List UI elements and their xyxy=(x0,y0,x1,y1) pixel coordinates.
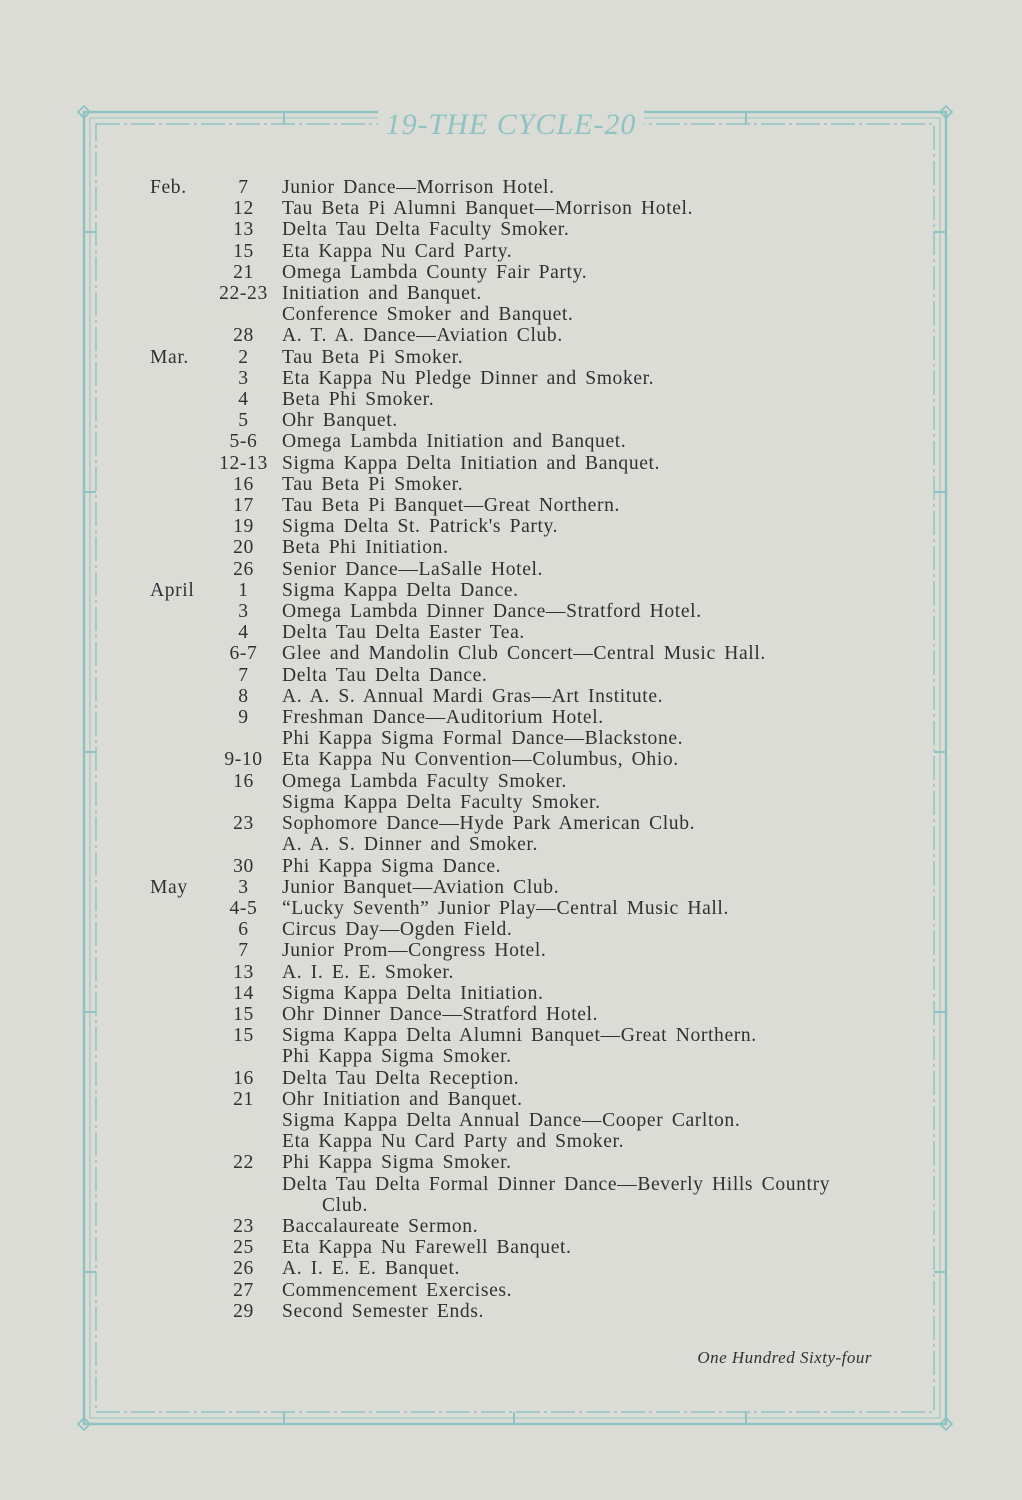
event-text: Beta Phi Smoker. xyxy=(282,389,435,411)
running-header-text: 19-THE CYCLE-20 xyxy=(378,108,645,141)
event-description xyxy=(282,1025,890,1046)
event-text: Junior Prom—Congress Hotel. xyxy=(282,940,547,962)
event-day: 1 xyxy=(238,579,249,601)
event-text: A. A. S. Annual Mardi Gras—Art Institute. xyxy=(282,685,664,707)
event-day: 3 xyxy=(238,876,249,898)
event-text: Senior Dance—LaSalle Hotel. xyxy=(282,558,544,580)
event-day: 6-7 xyxy=(229,643,258,665)
event-date xyxy=(150,877,282,898)
event-description xyxy=(282,877,890,898)
event-day: 21 xyxy=(233,261,254,283)
event-date xyxy=(150,1174,282,1216)
event-description xyxy=(282,495,890,516)
event-description xyxy=(282,771,890,792)
event-row xyxy=(150,1025,890,1046)
event-row xyxy=(150,898,890,919)
event-month: April xyxy=(150,579,195,601)
event-date xyxy=(150,749,282,770)
event-row xyxy=(150,1089,890,1110)
event-description xyxy=(282,1089,890,1110)
event-row xyxy=(150,813,890,834)
event-row xyxy=(150,198,890,219)
event-date xyxy=(150,304,282,325)
event-text: Ohr Initiation and Banquet. xyxy=(282,1088,523,1110)
event-row xyxy=(150,728,890,749)
event-date xyxy=(150,622,282,643)
event-date xyxy=(150,559,282,580)
event-row xyxy=(150,474,890,495)
event-date xyxy=(150,1068,282,1089)
event-description xyxy=(282,537,890,558)
event-text: Eta Kappa Nu Pledge Dinner and Smoker. xyxy=(282,367,655,389)
event-day: 20 xyxy=(233,537,254,559)
event-description xyxy=(282,1280,890,1301)
event-row xyxy=(150,1046,890,1067)
event-description xyxy=(282,728,890,749)
event-text: Tau Beta Pi Alumni Banquet—Morrison Hotel. xyxy=(282,198,694,220)
event-date xyxy=(150,1301,282,1322)
event-day: 17 xyxy=(233,495,254,517)
event-row xyxy=(150,707,890,728)
event-day: 4 xyxy=(238,622,249,644)
event-description xyxy=(282,241,890,262)
event-description xyxy=(282,1237,890,1258)
event-day: 28 xyxy=(233,325,254,347)
event-text: A. I. E. E. Smoker. xyxy=(282,961,454,983)
event-text: Phi Kappa Sigma Smoker. xyxy=(282,1152,512,1174)
event-text: Delta Tau Delta Easter Tea. xyxy=(282,622,525,644)
event-description xyxy=(282,749,890,770)
event-row xyxy=(150,453,890,474)
event-date xyxy=(150,1152,282,1173)
event-description xyxy=(282,1301,890,1322)
event-text: Tau Beta Pi Banquet—Great Northern. xyxy=(282,495,620,517)
event-date xyxy=(150,410,282,431)
event-text: Commencement Exercises. xyxy=(282,1279,513,1301)
event-month: May xyxy=(150,876,188,898)
event-row xyxy=(150,516,890,537)
events-calendar xyxy=(150,177,890,1322)
event-day: 12 xyxy=(233,198,254,220)
event-day: 7 xyxy=(238,664,249,686)
event-text: Omega Lambda Initiation and Banquet. xyxy=(282,431,627,453)
event-date xyxy=(150,856,282,877)
event-date xyxy=(150,686,282,707)
event-text: Sigma Delta St. Patrick's Party. xyxy=(282,516,559,538)
event-row xyxy=(150,983,890,1004)
event-row xyxy=(150,262,890,283)
event-date xyxy=(150,177,282,198)
event-row xyxy=(150,940,890,961)
event-row xyxy=(150,368,890,389)
event-row xyxy=(150,665,890,686)
event-day: 26 xyxy=(233,558,254,580)
event-description xyxy=(282,1258,890,1279)
event-description xyxy=(282,177,890,198)
event-description xyxy=(282,813,890,834)
event-row xyxy=(150,771,890,792)
event-row xyxy=(150,643,890,664)
event-text: Delta Tau Delta Faculty Smoker. xyxy=(282,219,570,241)
event-date xyxy=(150,495,282,516)
event-day: 4 xyxy=(238,389,249,411)
event-row xyxy=(150,283,890,304)
event-date xyxy=(150,1258,282,1279)
event-day: 21 xyxy=(233,1088,254,1110)
event-day: 13 xyxy=(233,961,254,983)
event-row xyxy=(150,389,890,410)
event-description xyxy=(282,559,890,580)
event-description xyxy=(282,1046,890,1067)
event-description xyxy=(282,792,890,813)
event-description xyxy=(282,389,890,410)
event-description xyxy=(282,665,890,686)
event-month: Mar. xyxy=(150,346,189,368)
event-day: 3 xyxy=(238,367,249,389)
event-day: 15 xyxy=(233,240,254,262)
event-text: A. I. E. E. Banquet. xyxy=(282,1258,460,1280)
event-row xyxy=(150,177,890,198)
event-date xyxy=(150,1216,282,1237)
event-description xyxy=(282,516,890,537)
event-day: 16 xyxy=(233,1067,254,1089)
event-text: Omega Lambda Faculty Smoker. xyxy=(282,770,567,792)
event-text: Phi Kappa Sigma Formal Dance—Blackstone. xyxy=(282,728,684,750)
event-description xyxy=(282,707,890,728)
event-text: Eta Kappa Nu Card Party and Smoker. xyxy=(282,1131,625,1153)
event-description xyxy=(282,983,890,1004)
event-row xyxy=(150,1131,890,1152)
event-day: 3 xyxy=(238,601,249,623)
event-day: 6 xyxy=(238,919,249,941)
event-date xyxy=(150,792,282,813)
event-description xyxy=(282,410,890,431)
event-text: A. A. S. Dinner and Smoker. xyxy=(282,834,538,856)
event-date xyxy=(150,1025,282,1046)
event-day: 9-10 xyxy=(224,749,263,771)
event-description xyxy=(282,368,890,389)
event-day: 5-6 xyxy=(229,431,258,453)
event-description xyxy=(282,283,890,304)
event-row xyxy=(150,1152,890,1173)
event-row xyxy=(150,559,890,580)
event-day: 15 xyxy=(233,1025,254,1047)
event-day: 15 xyxy=(233,1003,254,1025)
event-text: Sophomore Dance—Hyde Park American Club. xyxy=(282,813,696,835)
event-date xyxy=(150,643,282,664)
event-text: Conference Smoker and Banquet. xyxy=(282,304,574,326)
event-date xyxy=(150,1237,282,1258)
event-text: Eta Kappa Nu Convention—Columbus, Ohio. xyxy=(282,749,679,771)
event-text: “Lucky Seventh” Junior Play—Central Music Hall. xyxy=(282,897,729,919)
event-text: Baccalaureate Sermon. xyxy=(282,1215,479,1237)
event-row xyxy=(150,1004,890,1025)
event-description xyxy=(282,962,890,983)
event-row xyxy=(150,1174,890,1216)
event-date xyxy=(150,219,282,240)
event-description xyxy=(282,643,890,664)
event-day: 25 xyxy=(233,1237,254,1259)
event-date xyxy=(150,580,282,601)
event-text: Tau Beta Pi Smoker. xyxy=(282,346,464,368)
event-description xyxy=(282,453,890,474)
event-date xyxy=(150,601,282,622)
event-date xyxy=(150,283,282,304)
event-day: 4-5 xyxy=(229,897,258,919)
event-day: 16 xyxy=(233,770,254,792)
event-text: A. T. A. Dance—Aviation Club. xyxy=(282,325,563,347)
event-description xyxy=(282,580,890,601)
event-day: 23 xyxy=(233,813,254,835)
event-row xyxy=(150,601,890,622)
event-row xyxy=(150,877,890,898)
event-text: Omega Lambda Dinner Dance—Stratford Hotel. xyxy=(282,601,702,623)
event-row xyxy=(150,962,890,983)
event-date xyxy=(150,347,282,368)
event-date xyxy=(150,728,282,749)
event-row xyxy=(150,1280,890,1301)
event-date xyxy=(150,919,282,940)
event-row xyxy=(150,241,890,262)
event-date xyxy=(150,537,282,558)
event-description xyxy=(282,919,890,940)
event-text: Ohr Banquet. xyxy=(282,410,398,432)
event-day: 9 xyxy=(238,707,249,729)
event-row xyxy=(150,792,890,813)
event-row xyxy=(150,1301,890,1322)
event-date xyxy=(150,1110,282,1131)
event-date xyxy=(150,262,282,283)
event-day: 13 xyxy=(233,219,254,241)
event-date xyxy=(150,474,282,495)
event-date xyxy=(150,1280,282,1301)
event-month: Feb. xyxy=(150,177,187,198)
event-row xyxy=(150,537,890,558)
event-description xyxy=(282,1216,890,1237)
event-date xyxy=(150,813,282,834)
event-day: 2 xyxy=(238,346,249,368)
event-description xyxy=(282,1152,890,1173)
event-date xyxy=(150,241,282,262)
event-date xyxy=(150,962,282,983)
event-description xyxy=(282,431,890,452)
event-day: 16 xyxy=(233,473,254,495)
event-description xyxy=(282,262,890,283)
event-text: Sigma Kappa Delta Annual Dance—Cooper Carlton. xyxy=(282,1109,741,1131)
event-text: Eta Kappa Nu Farewell Banquet. xyxy=(282,1237,572,1259)
event-date xyxy=(150,983,282,1004)
event-text: Initiation and Banquet. xyxy=(282,283,482,305)
event-date xyxy=(150,1089,282,1110)
event-description xyxy=(282,474,890,495)
page-number: One Hundred Sixty-four xyxy=(697,1348,872,1367)
event-text: Junior Dance—Morrison Hotel. xyxy=(282,177,555,198)
event-day: 5 xyxy=(238,410,249,432)
event-row xyxy=(150,919,890,940)
event-text: Omega Lambda County Fair Party. xyxy=(282,261,588,283)
event-row xyxy=(150,1110,890,1131)
event-text: Second Semester Ends. xyxy=(282,1300,484,1322)
event-day: 29 xyxy=(233,1300,254,1322)
event-description xyxy=(282,856,890,877)
event-text: Sigma Kappa Delta Dance. xyxy=(282,579,519,601)
event-text: Phi Kappa Sigma Smoker. xyxy=(282,1046,512,1068)
event-date xyxy=(150,1004,282,1025)
event-row xyxy=(150,431,890,452)
event-date xyxy=(150,198,282,219)
event-date xyxy=(150,940,282,961)
event-day: 27 xyxy=(233,1279,254,1301)
event-date xyxy=(150,665,282,686)
event-day: 7 xyxy=(238,177,249,198)
event-text: Phi Kappa Sigma Dance. xyxy=(282,855,502,877)
event-date xyxy=(150,516,282,537)
event-text: Sigma Kappa Delta Initiation and Banquet. xyxy=(282,452,661,474)
event-row xyxy=(150,622,890,643)
event-description xyxy=(282,1110,890,1131)
event-text: Glee and Mandolin Club Concert—Central Music Hall. xyxy=(282,643,766,665)
event-day: 8 xyxy=(238,685,249,707)
event-description xyxy=(282,601,890,622)
event-text: Sigma Kappa Delta Initiation. xyxy=(282,982,544,1004)
event-description xyxy=(282,622,890,643)
event-date xyxy=(150,431,282,452)
event-text: Sigma Kappa Delta Faculty Smoker. xyxy=(282,791,601,813)
event-date xyxy=(150,1131,282,1152)
event-day: 14 xyxy=(233,982,254,1004)
event-description xyxy=(282,304,890,325)
event-text: Circus Day—Ogden Field. xyxy=(282,919,513,941)
event-description xyxy=(282,347,890,368)
event-row xyxy=(150,325,890,346)
event-row xyxy=(150,749,890,770)
event-row xyxy=(150,686,890,707)
event-description xyxy=(282,1131,890,1152)
event-description xyxy=(282,834,890,855)
event-date xyxy=(150,325,282,346)
event-text: Beta Phi Initiation. xyxy=(282,537,449,559)
event-row xyxy=(150,304,890,325)
running-header xyxy=(0,108,1022,142)
event-row xyxy=(150,1216,890,1237)
event-date xyxy=(150,707,282,728)
event-date xyxy=(150,389,282,410)
event-day: 22 xyxy=(233,1152,254,1174)
event-row xyxy=(150,580,890,601)
event-day: 30 xyxy=(233,855,254,877)
event-row xyxy=(150,1258,890,1279)
event-text: Delta Tau Delta Formal Dinner Dance—Beverly Hills Country xyxy=(282,1173,831,1195)
event-text-continuation: Club. xyxy=(322,1194,369,1216)
event-day: 26 xyxy=(233,1258,254,1280)
event-row xyxy=(150,410,890,431)
event-date xyxy=(150,898,282,919)
event-day: 19 xyxy=(233,516,254,538)
event-row xyxy=(150,834,890,855)
event-description xyxy=(282,325,890,346)
event-row xyxy=(150,856,890,877)
event-text: Tau Beta Pi Smoker. xyxy=(282,473,464,495)
event-date xyxy=(150,368,282,389)
event-description xyxy=(282,1068,890,1089)
event-description xyxy=(282,1004,890,1025)
event-day: 12-13 xyxy=(219,452,268,474)
event-row xyxy=(150,1068,890,1089)
event-row xyxy=(150,347,890,368)
event-text: Junior Banquet—Aviation Club. xyxy=(282,876,560,898)
event-text: Delta Tau Delta Reception. xyxy=(282,1067,520,1089)
event-row xyxy=(150,495,890,516)
event-description xyxy=(282,686,890,707)
event-description xyxy=(282,198,890,219)
event-description xyxy=(282,898,890,919)
event-date xyxy=(150,834,282,855)
event-day: 23 xyxy=(233,1215,254,1237)
event-text: Delta Tau Delta Dance. xyxy=(282,664,488,686)
event-date xyxy=(150,453,282,474)
event-description xyxy=(282,1174,890,1216)
event-row xyxy=(150,219,890,240)
event-date xyxy=(150,771,282,792)
event-date xyxy=(150,1046,282,1067)
event-text: Eta Kappa Nu Card Party. xyxy=(282,240,513,262)
event-text: Sigma Kappa Delta Alumni Banquet—Great Northern. xyxy=(282,1025,757,1047)
event-day: 7 xyxy=(238,940,249,962)
event-text: Ohr Dinner Dance—Stratford Hotel. xyxy=(282,1003,599,1025)
event-day: 22-23 xyxy=(219,283,268,305)
event-text: Freshman Dance—Auditorium Hotel. xyxy=(282,707,604,729)
event-description xyxy=(282,219,890,240)
event-row xyxy=(150,1237,890,1258)
event-description xyxy=(282,940,890,961)
